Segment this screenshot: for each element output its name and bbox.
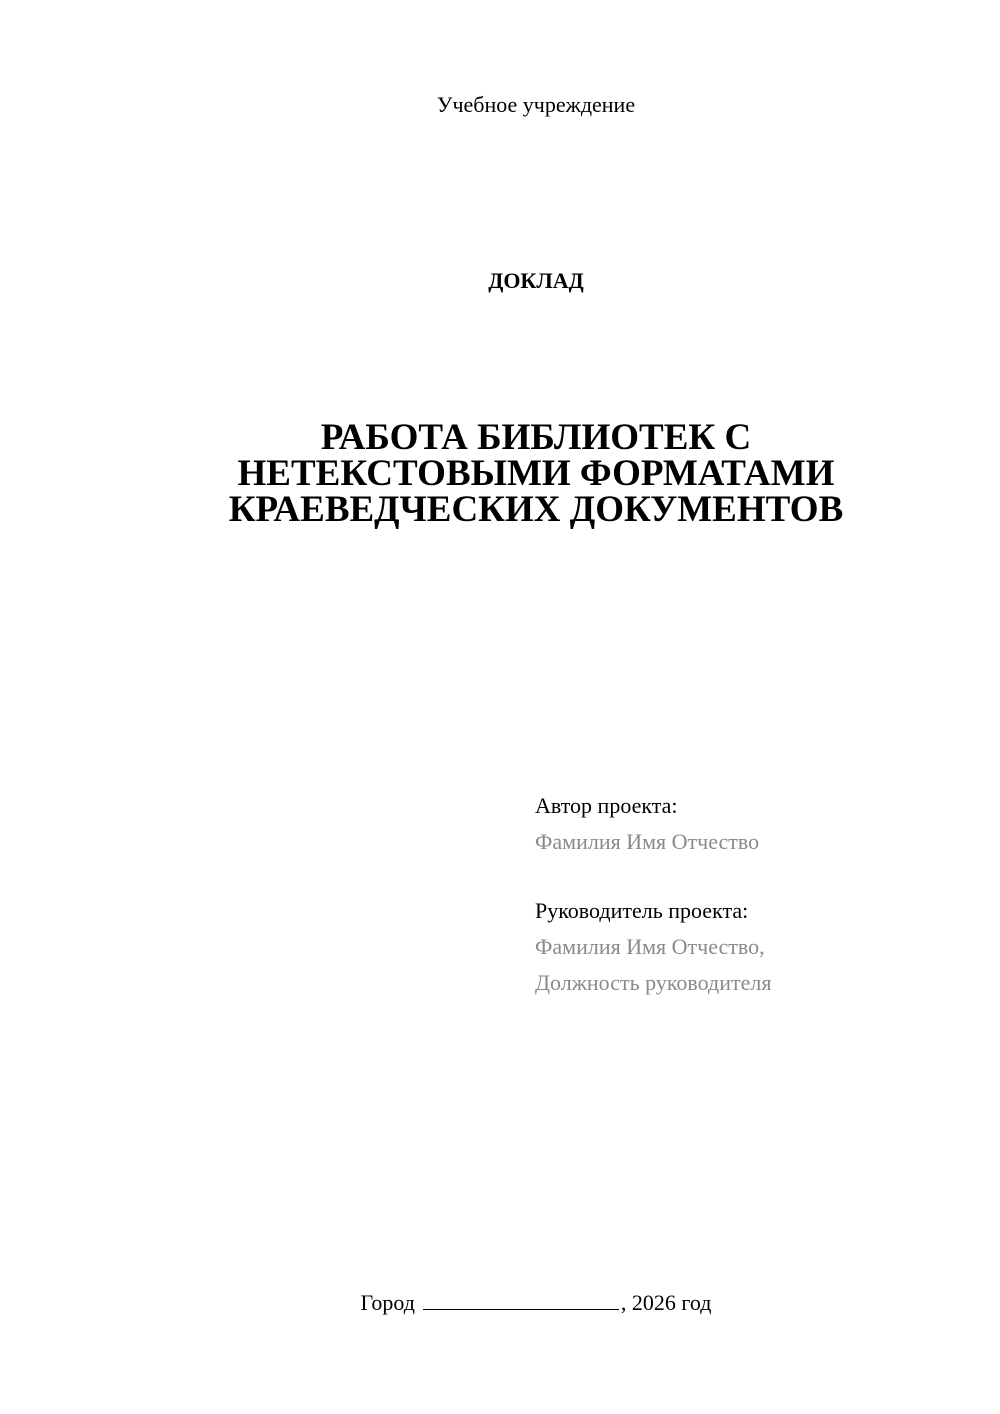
supervisor-position: Должность руководителя <box>535 970 772 995</box>
title-line: РАБОТА БИБЛИОТЕК С <box>320 417 752 458</box>
city-label: Город <box>360 1290 415 1315</box>
title-line: КРАЕВЕДЧЕСКИХ ДОКУМЕНТОВ <box>228 489 844 530</box>
city-blank-line <box>423 1291 619 1310</box>
document-type: ДОКЛАД <box>488 268 584 293</box>
city-year-line <box>0 1290 1000 1316</box>
document-title <box>0 417 1000 530</box>
supervisor-label: Руководитель проекта: <box>535 898 749 923</box>
institution-name: Учебное учреждение <box>436 92 636 117</box>
year-text: , 2026 год <box>620 1290 712 1315</box>
credits-block <box>535 788 771 1001</box>
author-name: Фамилия Имя Отчество <box>535 829 760 854</box>
author-label: Автор проекта: <box>535 793 678 818</box>
title-line: НЕТЕКСТОВЫМИ ФОРМАТАМИ <box>237 453 835 494</box>
supervisor-name: Фамилия Имя Отчество, <box>535 934 765 959</box>
